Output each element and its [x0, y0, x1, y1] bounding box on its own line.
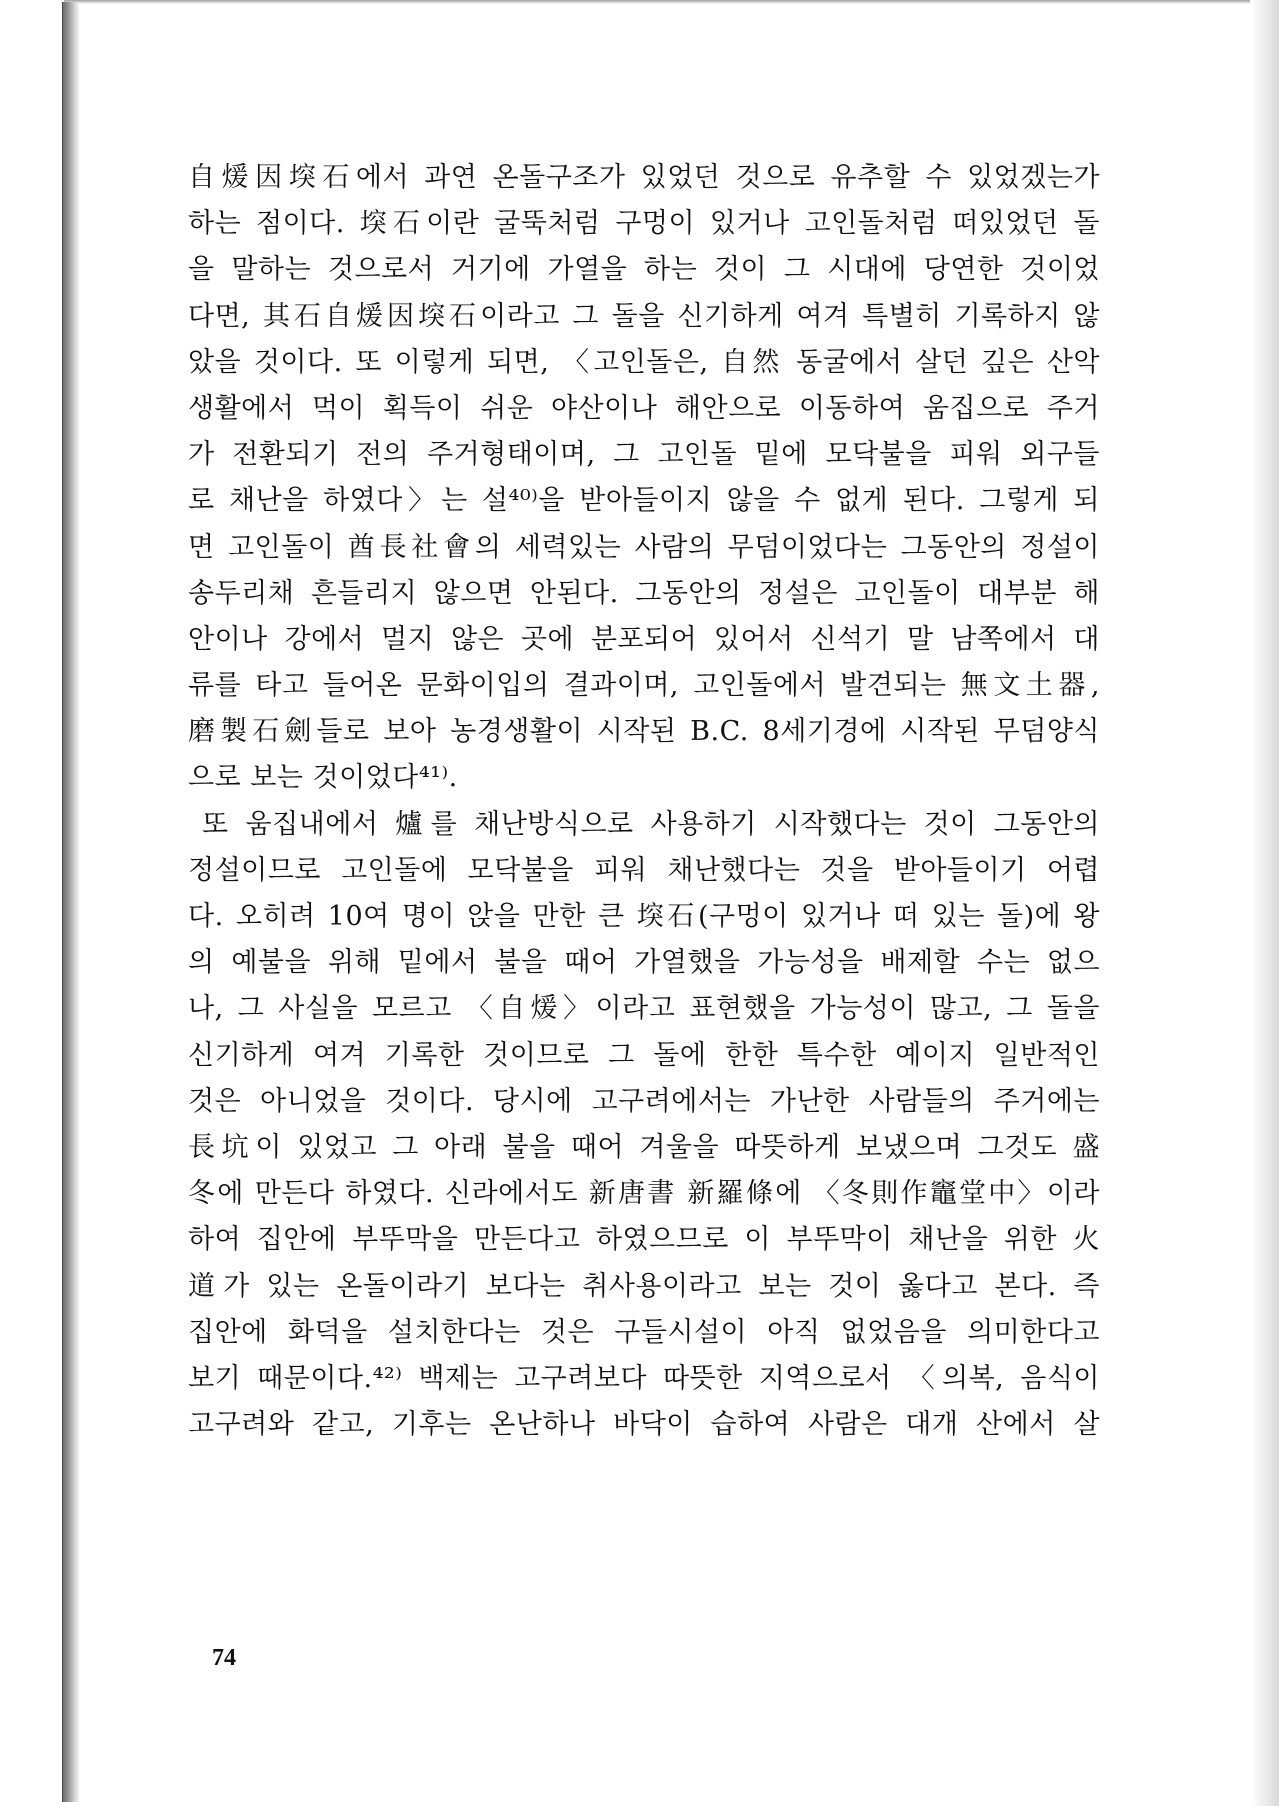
- text-line: 으로 보는 것이었다⁴¹⁾.: [188, 762, 458, 794]
- text-line: 정설이므로 고인돌에 모닥불을 피워 채난했다는 것을 받아들이기 어렵: [188, 854, 1100, 886]
- text-line: 고구려와 같고, 기후는 온난하나 바닥이 습하여 사람은 대개 산에서 살: [188, 1409, 1100, 1441]
- text-line: 면 고인돌이 酋長社會의 세력있는 사람의 무덤이었다는 그동안의 정설이: [188, 531, 1100, 563]
- text-line: 을 말하는 것으로서 거기에 가열을 하는 것이 그 시대에 당연한 것이었: [188, 254, 1100, 286]
- text-line: 신기하게 여겨 기록한 것이므로 그 돌에 한한 특수한 예이지 일반적인: [188, 1039, 1100, 1071]
- text-line: 다. 오히려 10여 명이 앉을 만한 큰 堗石(구멍이 있거나 떠 있는 돌)에 왕: [188, 901, 1100, 932]
- text-line: 로 채난을 하였다〉는 설⁴⁰⁾을 받아들이지 않을 수 없게 된다. 그렇게 되: [188, 485, 1100, 517]
- text-line: 自煖因堗石에서 과연 온돌구조가 있었던 것으로 유추할 수 있었겠는가: [188, 162, 1100, 193]
- text-line: 았을 것이다. 또 이렇게 되면, 〈고인돌은, 自然 동굴에서 살던 깊은 산악: [188, 346, 1100, 378]
- text-line: 집안에 화덕을 설치한다는 것은 구들시설이 아직 없었음을 의미한다고: [188, 1316, 1100, 1348]
- text-line: 또 움집내에서 爐를 채난방식으로 사용하기 시작했다는 것이 그동안의: [202, 808, 1100, 840]
- text-line: 磨製石劍들로 보아 농경생활이 시작된 B.C. 8세기경에 시작된 무덤양식: [188, 716, 1100, 748]
- page-right-edge-shadow: [1251, 0, 1279, 1806]
- text-line: 하는 점이다. 堗石이란 굴뚝처럼 구멍이 있거나 고인돌처럼 떠있었던 돌: [188, 208, 1100, 240]
- text-line: 것은 아니었을 것이다. 당시에 고구려에서는 가난한 사람들의 주거에는: [188, 1085, 1100, 1117]
- text-line: 송두리채 흔들리지 않으면 안된다. 그동안의 정설은 고인돌이 대부분 해: [188, 577, 1100, 609]
- text-line: 다면, 其石自煖因堗石이라고 그 돌을 신기하게 여겨 특별히 기록하지 않: [188, 300, 1100, 332]
- text-line: 道가 있는 온돌이라기 보다는 취사용이라고 보는 것이 옳다고 본다. 즉: [188, 1270, 1100, 1302]
- text-line: 보기 때문이다.⁴²⁾ 백제는 고구려보다 따뜻한 지역으로서 〈의복, 음식이: [188, 1362, 1100, 1394]
- text-line: 생활에서 먹이 획득이 쉬운 야산이나 해안으로 이동하여 움집으로 주거: [188, 392, 1100, 424]
- text-line: 안이나 강에서 멀지 않은 곳에 분포되어 있어서 신석기 말 남쪽에서 대: [188, 623, 1100, 655]
- text-line: 류를 타고 들어온 문화이입의 결과이며, 고인돌에서 발견되는 無文土器,: [188, 670, 1100, 702]
- text-line: 長坑이 있었고 그 아래 불을 때어 겨울을 따뜻하게 보냈으며 그것도 盛: [188, 1131, 1100, 1163]
- text-line: 冬에 만든다 하였다. 신라에서도 新唐書 新羅條에 〈冬則作竈堂中〉이라: [188, 1178, 1100, 1210]
- text-line: 의 예불을 위해 밑에서 불을 때어 가열했을 가능성을 배제할 수는 없으: [188, 947, 1100, 979]
- body-text: [188, 155, 1100, 1448]
- text-line: 하여 집안에 부뚜막을 만든다고 하였으므로 이 부뚜막이 채난을 위한 火: [188, 1224, 1100, 1256]
- book-spine-shadow: [62, 2, 79, 1802]
- text-line: 나, 그 사실을 모르고 〈自煖〉이라고 표현했을 가능성이 많고, 그 돌을: [188, 993, 1100, 1025]
- text-line: 가 전환되기 전의 주거형태이며, 그 고인돌 밑에 모닥불을 피워 외구들: [188, 439, 1100, 471]
- page-number: 74: [212, 1645, 236, 1671]
- page-top-edge: [64, 0, 1250, 4]
